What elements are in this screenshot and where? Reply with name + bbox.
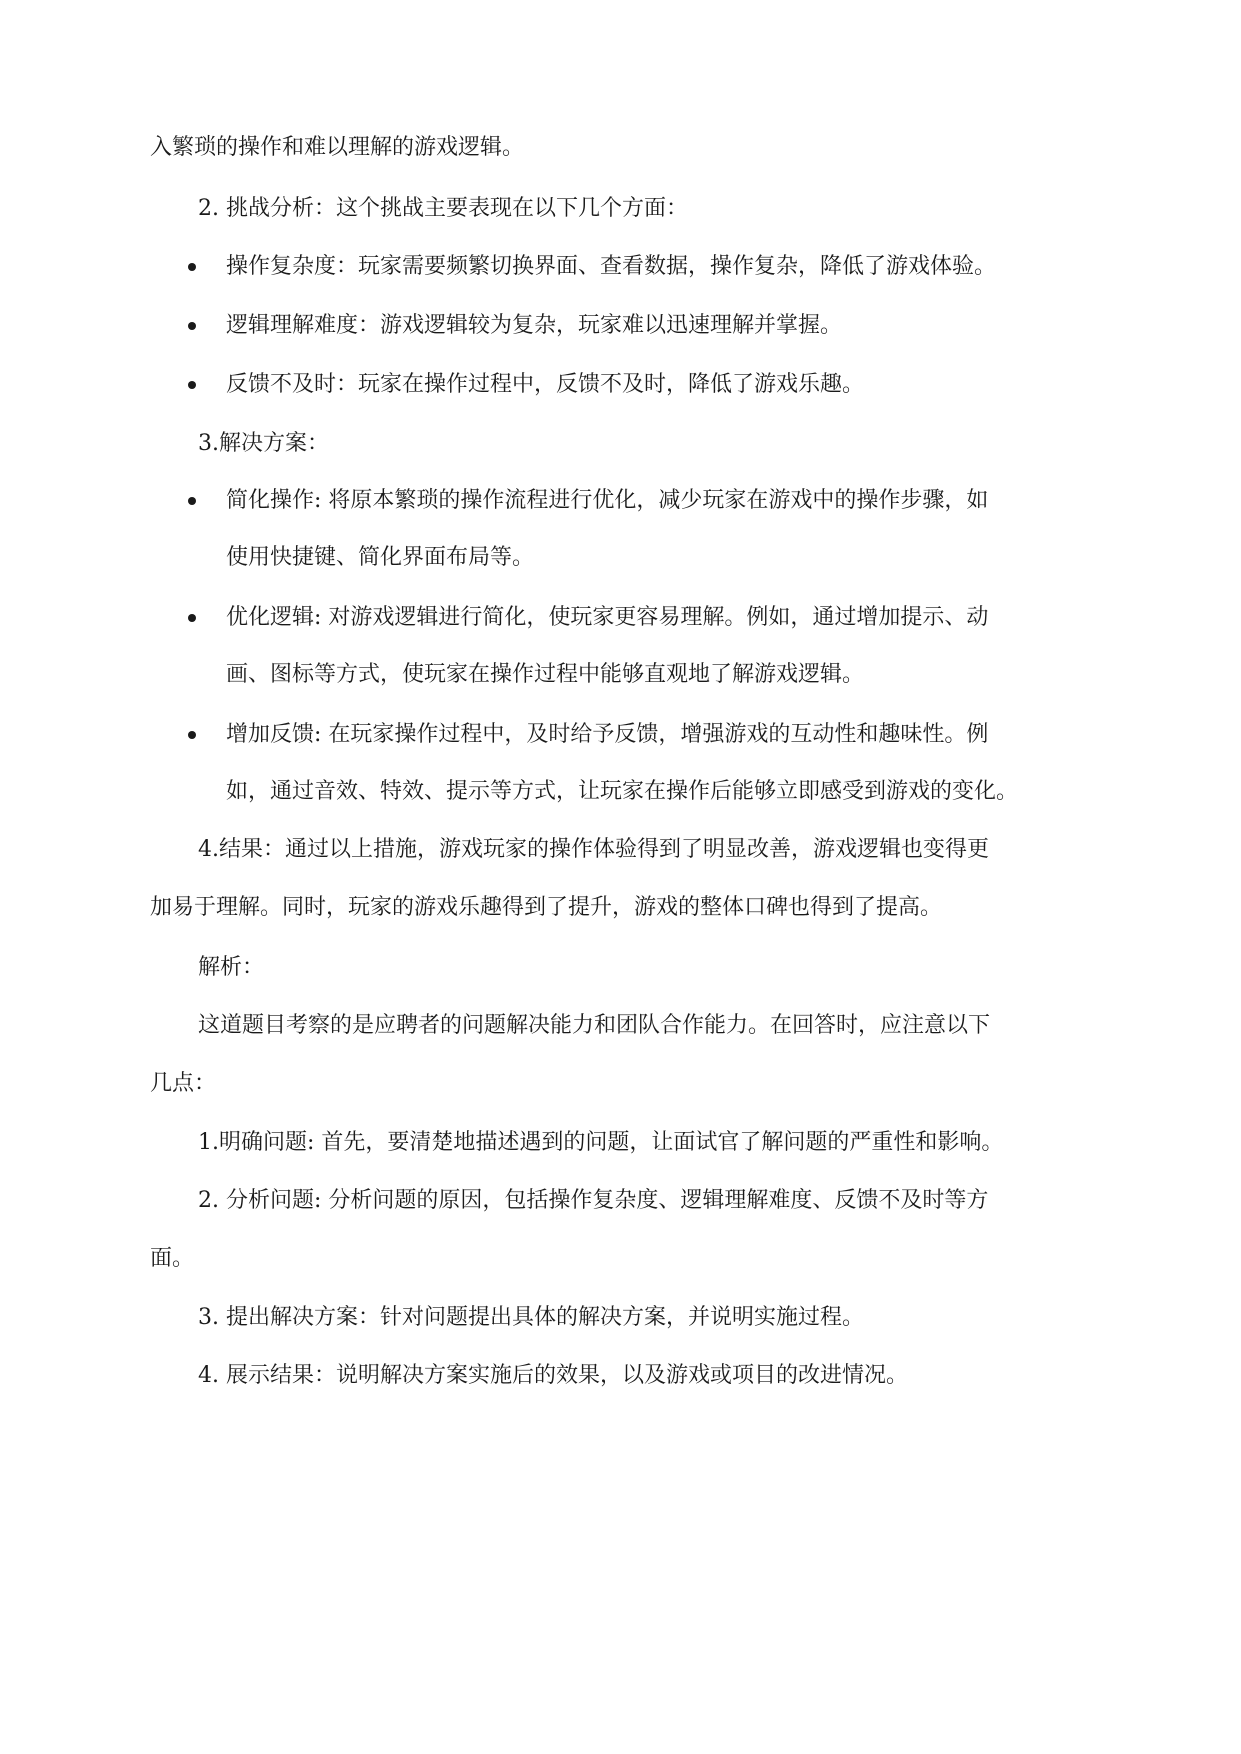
paragraph-line: 面。 [150,1246,195,1271]
paragraph-line: 2. 分析问题: 分析问题的原因，包括操作复杂度、逻辑理解难度、反馈不及时等方 [198,1188,989,1213]
paragraph-line: 这道题目考察的是应聘者的问题解决能力和团队合作能力。在回答时，应注意以下 [198,1013,991,1038]
paragraph-line: 3. 提出解决方案：针对问题提出具体的解决方案，并说明实施过程。 [198,1305,864,1330]
list-item-continuation: 使用快捷键、简化界面布局等。 [226,545,535,570]
list-item-continuation: 画、图标等方式，使玩家在操作过程中能够直观地了解游戏逻辑。 [226,662,865,687]
paragraph-line: 2. 挑战分析：这个挑战主要表现在以下几个方面： [198,196,688,221]
list-item: 简化操作: 将原本繁琐的操作流程进行优化，减少玩家在游戏中的操作步骤，如 [226,488,989,513]
paragraph-line: 4.结果：通过以上措施，游戏玩家的操作体验得到了明显改善，游戏逻辑也变得更 [198,837,989,862]
list-item: 优化逻辑: 对游戏逻辑进行简化，使玩家更容易理解。例如，通过增加提示、动 [226,605,989,630]
bullet-icon [188,614,196,622]
list-item-continuation: 如，通过音效、特效、提示等方式，让玩家在操作后能够立即感受到游戏的变化。 [226,779,1019,804]
bullet-icon [188,322,196,330]
bullet-icon [188,263,196,271]
bullet-icon [188,731,196,739]
bullet-icon [188,497,196,505]
list-item: 操作复杂度：玩家需要频繁切换界面、查看数据，操作复杂，降低了游戏体验。 [226,254,997,279]
paragraph-line: 加易于理解。同时，玩家的游戏乐趣得到了提升，游戏的整体口碑也得到了提高。 [150,895,943,920]
section-heading: 解析： [198,955,265,980]
paragraph-line: 入繁琐的操作和难以理解的游戏逻辑。 [150,135,525,160]
bullet-icon [188,381,196,389]
paragraph-line: 几点： [150,1071,217,1096]
list-item: 逻辑理解难度：游戏逻辑较为复杂，玩家难以迅速理解并掌握。 [226,313,843,338]
list-item: 增加反馈: 在玩家操作过程中，及时给予反馈，增强游戏的互动性和趣味性。例 [226,722,989,747]
list-item: 反馈不及时：玩家在操作过程中，反馈不及时，降低了游戏乐趣。 [226,372,865,397]
section-heading: 3.解决方案： [198,431,329,456]
paragraph-line: 1.明确问题: 首先，要清楚地描述遇到的问题，让面试官了解问题的严重性和影响。 [198,1130,1004,1155]
paragraph-line: 4. 展示结果：说明解决方案实施后的效果，以及游戏或项目的改进情况。 [198,1363,908,1388]
